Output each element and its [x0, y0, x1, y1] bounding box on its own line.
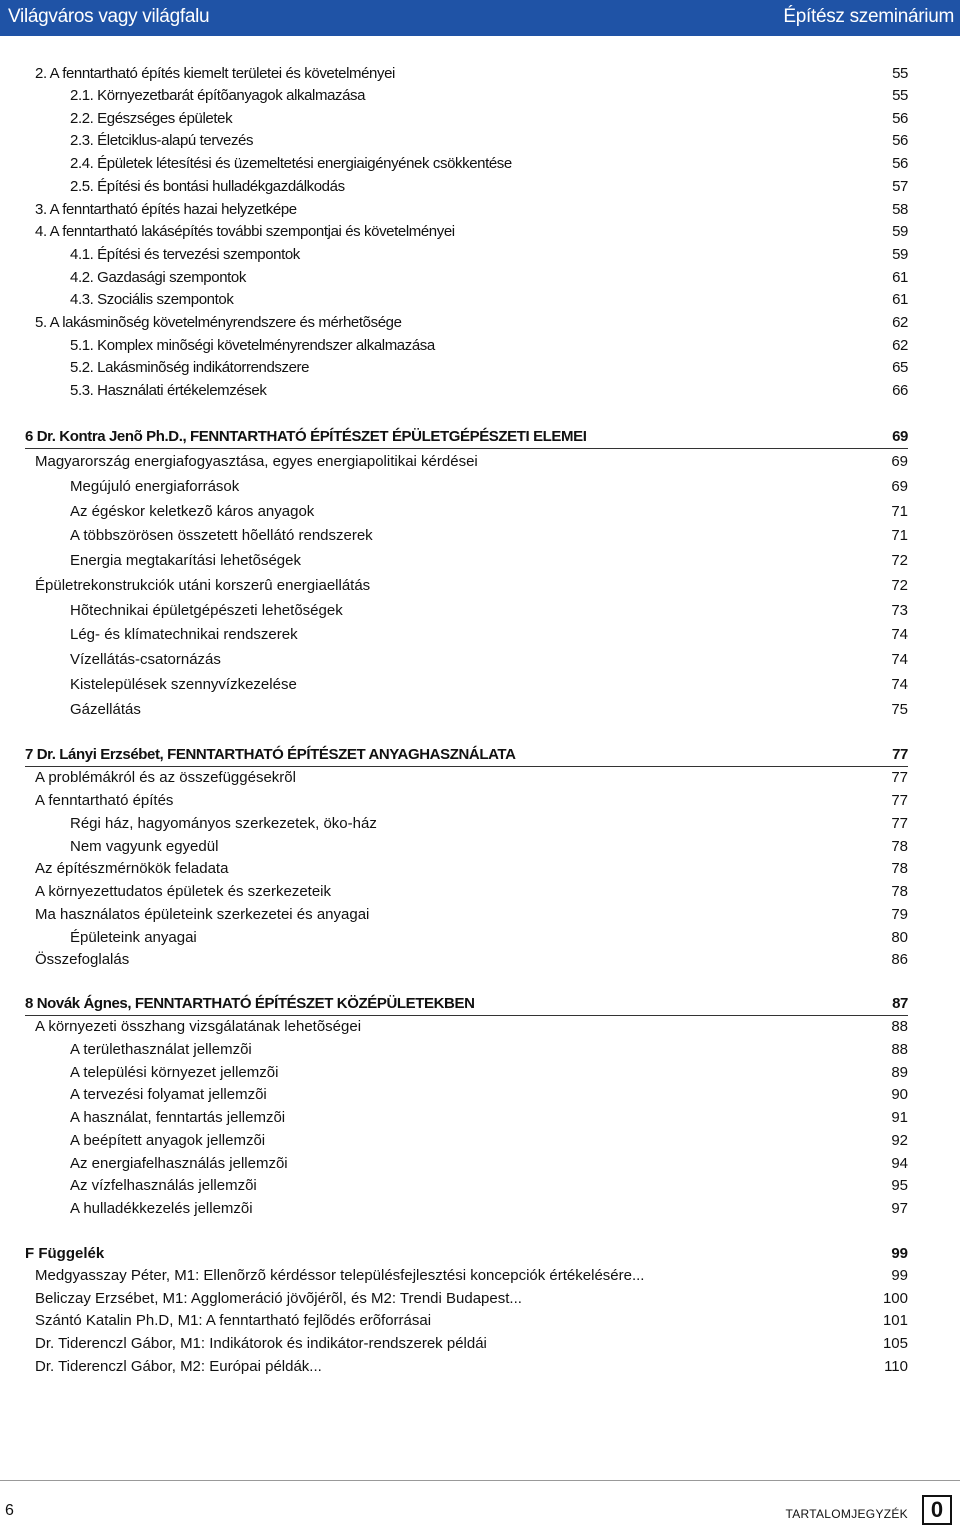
toc-entry-label: F Függelék	[25, 1245, 105, 1262]
toc-entry-label: 7 Dr. Lányi Erzsébet, FENNTARTHATÓ ÉPÍTÉSZET ANYAGHASZNÁLATA	[25, 746, 516, 763]
toc-entry	[0, 906, 908, 926]
toc-entry	[0, 314, 908, 334]
toc-entry-page: 77	[891, 792, 908, 809]
toc-entry-page: 69	[892, 428, 908, 445]
toc-entry-page: 95	[891, 1177, 908, 1194]
toc-entry	[0, 65, 908, 85]
toc-entry-page: 78	[891, 883, 908, 900]
toc-entry-label: A használat, fenntartás jellemzõi	[70, 1109, 286, 1126]
toc-entry-label: Összefoglalás	[35, 951, 130, 968]
toc-entry-page: 61	[892, 269, 908, 286]
toc-entry-page: 77	[891, 769, 908, 786]
toc-entry	[0, 453, 908, 473]
toc-entry-page: 100	[882, 1290, 908, 1307]
toc-entry	[0, 792, 908, 812]
toc-entry-page: 77	[892, 746, 908, 763]
toc-entry	[0, 1155, 908, 1175]
footer-section-title: TARTALOMJEGYZÉK	[785, 1507, 908, 1521]
appendix-heading	[0, 1245, 908, 1265]
toc-entry-label: A többszörösen összetett hõellátó rendszerek	[70, 527, 373, 544]
toc-entry	[0, 132, 908, 152]
chapter-heading	[0, 428, 908, 448]
toc-entry-label: A környezettudatos épületek és szerkezeteik	[35, 883, 332, 900]
toc-entry	[0, 178, 908, 198]
toc-entry-label: Ma használatos épületeink szerkezetei és anyagai	[35, 906, 370, 923]
toc-entry-label: Vízellátás-csatornázás	[70, 651, 221, 668]
toc-entry-page: 59	[892, 223, 908, 240]
toc-entry-label: 4.1. Építési és tervezési szempontok	[70, 246, 300, 263]
toc-entry-label: Az építészmérnökök feladata	[35, 860, 229, 877]
toc-entry-label: 2.1. Környezetbarát építõanyagok alkalmazása	[70, 87, 366, 104]
toc-entry	[0, 359, 908, 379]
toc-entry-label: A fenntartható építés	[35, 792, 174, 809]
toc-entry	[0, 1267, 908, 1287]
toc-entry	[0, 951, 908, 971]
toc-entry-label: 4. A fenntartható lakásépítés további szempontjai és követelményei	[35, 223, 455, 240]
toc-entry-label: Dr. Tiderenczl Gábor, M1: Indikátorok és indikátor-rendszerek példái	[35, 1335, 487, 1352]
toc-entry-label: 5. A lakásminõség követelményrendszere és mérhetõsége	[35, 314, 402, 331]
chapter-heading	[0, 995, 908, 1015]
toc-entry-page: 90	[891, 1086, 908, 1103]
toc-entry	[0, 1132, 908, 1152]
toc-entry	[0, 815, 908, 835]
toc-entry-label: 5.1. Komplex minõségi követelményrendszer alkalmazása	[70, 337, 435, 354]
toc-entry-label: A területhasználat jellemzõi	[70, 1041, 252, 1058]
toc-entry-page: 61	[892, 291, 908, 308]
toc-entry	[0, 246, 908, 266]
toc-entry-label: Épületeink anyagai	[70, 929, 197, 946]
toc-entry-page: 58	[892, 201, 908, 218]
toc-entry-page: 72	[891, 552, 908, 569]
toc-entry	[0, 838, 908, 858]
toc-entry-page: 101	[882, 1312, 908, 1329]
toc-entry-page: 72	[891, 577, 908, 594]
toc-entry-label: Régi ház, hagyományos szerkezetek, öko-ház	[70, 815, 377, 832]
toc-entry	[0, 478, 908, 498]
chapter-underline	[25, 448, 908, 449]
toc-entry	[0, 223, 908, 243]
toc-entry-label: 6 Dr. Kontra Jenõ Ph.D., FENNTARTHATÓ ÉPÍTÉSZET ÉPÜLETGÉPÉSZETI ELEMEI	[25, 428, 587, 445]
toc-entry-page: 73	[891, 602, 908, 619]
toc-entry-label: A beépített anyagok jellemzõi	[70, 1132, 266, 1149]
toc-entry-page: 75	[891, 701, 908, 718]
chapter-heading	[0, 746, 908, 766]
toc-entry-label: Lég- és klímatechnikai rendszerek	[70, 626, 298, 643]
toc-entry	[0, 577, 908, 597]
toc-entry-page: 69	[891, 478, 908, 495]
toc-entry	[0, 201, 908, 221]
toc-entry-label: A tervezési folyamat jellemzõi	[70, 1086, 267, 1103]
toc-entry-page: 69	[891, 453, 908, 470]
toc-entry-label: Dr. Tiderenczl Gábor, M2: Európai példák...	[35, 1358, 322, 1375]
toc-entry	[0, 382, 908, 402]
toc-entry	[0, 269, 908, 289]
toc-entry	[0, 1086, 908, 1106]
toc-entry-page: 88	[891, 1018, 908, 1035]
toc-entry-page: 78	[891, 860, 908, 877]
toc-entry-page: 92	[891, 1132, 908, 1149]
toc-entry	[0, 1041, 908, 1061]
toc-entry-label: Az energiafelhasználás jellemzõi	[70, 1155, 288, 1172]
toc-entry	[0, 929, 908, 949]
toc-entry-page: 71	[891, 527, 908, 544]
toc-entry-label: Energia megtakarítási lehetõségek	[70, 552, 301, 569]
toc-entry	[0, 626, 908, 646]
toc-entry-page: 55	[892, 87, 908, 104]
toc-entry-page: 77	[891, 815, 908, 832]
toc-entry-label: A környezeti összhang vizsgálatának lehetõségei	[35, 1018, 362, 1035]
toc-entry	[0, 291, 908, 311]
toc-entry-label: Magyarország energiafogyasztása, egyes energiapolitikai kérdései	[35, 453, 478, 470]
toc-entry-page: 80	[891, 929, 908, 946]
toc-entry-label: 3. A fenntartható építés hazai helyzetképe	[35, 201, 297, 218]
toc-entry-label: 2.5. Építési és bontási hulladékgazdálkodás	[70, 178, 345, 195]
chapter-underline	[25, 1015, 908, 1016]
toc-entry-page: 56	[892, 132, 908, 149]
toc-entry-page: 59	[892, 246, 908, 263]
toc-entry-page: 97	[891, 1200, 908, 1217]
toc-entry	[0, 651, 908, 671]
footer-chapter-box: 0	[922, 1495, 952, 1525]
toc-entry	[0, 110, 908, 130]
toc-entry-page: 56	[892, 110, 908, 127]
toc-entry-page: 74	[891, 626, 908, 643]
toc-entry	[0, 701, 908, 721]
toc-entry	[0, 552, 908, 572]
toc-entry-page: 57	[892, 178, 908, 195]
toc-entry	[0, 1018, 908, 1038]
toc-entry-label: 2.3. Életciklus-alapú tervezés	[70, 132, 254, 149]
toc-entry	[0, 860, 908, 880]
toc-entry	[0, 769, 908, 789]
toc-entry-label: A hulladékkezelés jellemzõi	[70, 1200, 253, 1217]
toc-entry-page: 99	[891, 1245, 908, 1262]
toc-entry-page: 74	[891, 676, 908, 693]
toc-entry	[0, 1312, 908, 1332]
toc-entry-page: 89	[891, 1064, 908, 1081]
toc-entry-page: 78	[891, 838, 908, 855]
toc-entry	[0, 1290, 908, 1310]
page-header	[0, 0, 960, 36]
toc-entry-label: Medgyasszay Péter, M1: Ellenõrzõ kérdéssor településfejlesztési koncepciók értékelésére...	[35, 1267, 645, 1284]
toc-entry-page: 56	[892, 155, 908, 172]
toc-entry-label: Megújuló energiaforrások	[70, 478, 240, 495]
toc-entry-label: 5.2. Lakásminõség indikátorrendszere	[70, 359, 310, 376]
toc-entry-label: Gázellátás	[70, 701, 141, 718]
toc-entry	[0, 1335, 908, 1355]
toc-entry	[0, 1064, 908, 1084]
toc-entry-page: 105	[882, 1335, 908, 1352]
toc-entry-page: 94	[891, 1155, 908, 1172]
toc-entry-label: 2. A fenntartható építés kiemelt területei és követelményei	[35, 65, 395, 82]
toc-entry	[0, 1200, 908, 1220]
toc-entry-label: 2.4. Épületek létesítési és üzemeltetési energiaigényének csökkentése	[70, 155, 512, 172]
toc-entry-label: Kistelepülések szennyvízkezelése	[70, 676, 297, 693]
toc-entry-page: 99	[891, 1267, 908, 1284]
toc-entry-label: Az égéskor keletkezõ káros anyagok	[70, 503, 315, 520]
toc-entry-page: 79	[891, 906, 908, 923]
header-right-title: Építész szeminárium	[783, 6, 954, 27]
toc-entry-label: 4.2. Gazdasági szempontok	[70, 269, 246, 286]
toc-entry	[0, 155, 908, 175]
toc-entry-page: 66	[892, 382, 908, 399]
toc-entry	[0, 527, 908, 547]
toc-entry-label: A problémákról és az összefüggésekrõl	[35, 769, 296, 786]
toc-entry	[0, 883, 908, 903]
toc-entry-page: 86	[891, 951, 908, 968]
toc-entry-label: Nem vagyunk egyedül	[70, 838, 219, 855]
toc-entry-label: Hõtechnikai épületgépészeti lehetõségek	[70, 602, 343, 619]
toc-entry-label: 2.2. Egészséges épületek	[70, 110, 233, 127]
toc-entry-page: 88	[891, 1041, 908, 1058]
toc-entry	[0, 1109, 908, 1129]
toc-entry-label: Az vízfelhasználás jellemzõi	[70, 1177, 257, 1194]
toc-entry-label: Épületrekonstrukciók utáni korszerû energiaellátás	[35, 577, 371, 594]
toc-entry-label: A települési környezet jellemzõi	[70, 1064, 279, 1081]
toc-entry-page: 87	[892, 995, 908, 1012]
toc-entry	[0, 503, 908, 523]
toc-entry	[0, 1177, 908, 1197]
toc-entry	[0, 602, 908, 622]
toc-entry-label: 5.3. Használati értékelemzések	[70, 382, 267, 399]
header-left-title: Világváros vagy világfalu	[8, 6, 210, 27]
toc-entry	[0, 676, 908, 696]
toc-entry-page: 71	[891, 503, 908, 520]
toc-entry-label: 8 Novák Ágnes, FENNTARTHATÓ ÉPÍTÉSZET KÖZÉPÜLETEKBEN	[25, 995, 475, 1012]
footer-divider	[0, 1480, 960, 1481]
toc-entry-page: 55	[892, 65, 908, 82]
toc-entry-page: 91	[891, 1109, 908, 1126]
chapter-underline	[25, 766, 908, 767]
toc-entry-page: 62	[892, 314, 908, 331]
toc-entry-label: Szántó Katalin Ph.D, M1: A fenntartható fejlõdés erõforrásai	[35, 1312, 432, 1329]
toc-entry	[0, 1358, 908, 1378]
toc-entry	[0, 87, 908, 107]
toc-entry-page: 62	[892, 337, 908, 354]
footer-page-number: 6	[5, 1502, 14, 1519]
toc-entry-label: 4.3. Szociális szempontok	[70, 291, 234, 308]
toc-entry-label: Beliczay Erzsébet, M1: Agglomeráció jövõjérõl, és M2: Trendi Budapest...	[35, 1290, 522, 1307]
toc-entry	[0, 337, 908, 357]
toc-entry-page: 74	[891, 651, 908, 668]
toc-entry-page: 110	[884, 1358, 908, 1375]
toc-entry-page: 65	[892, 359, 908, 376]
